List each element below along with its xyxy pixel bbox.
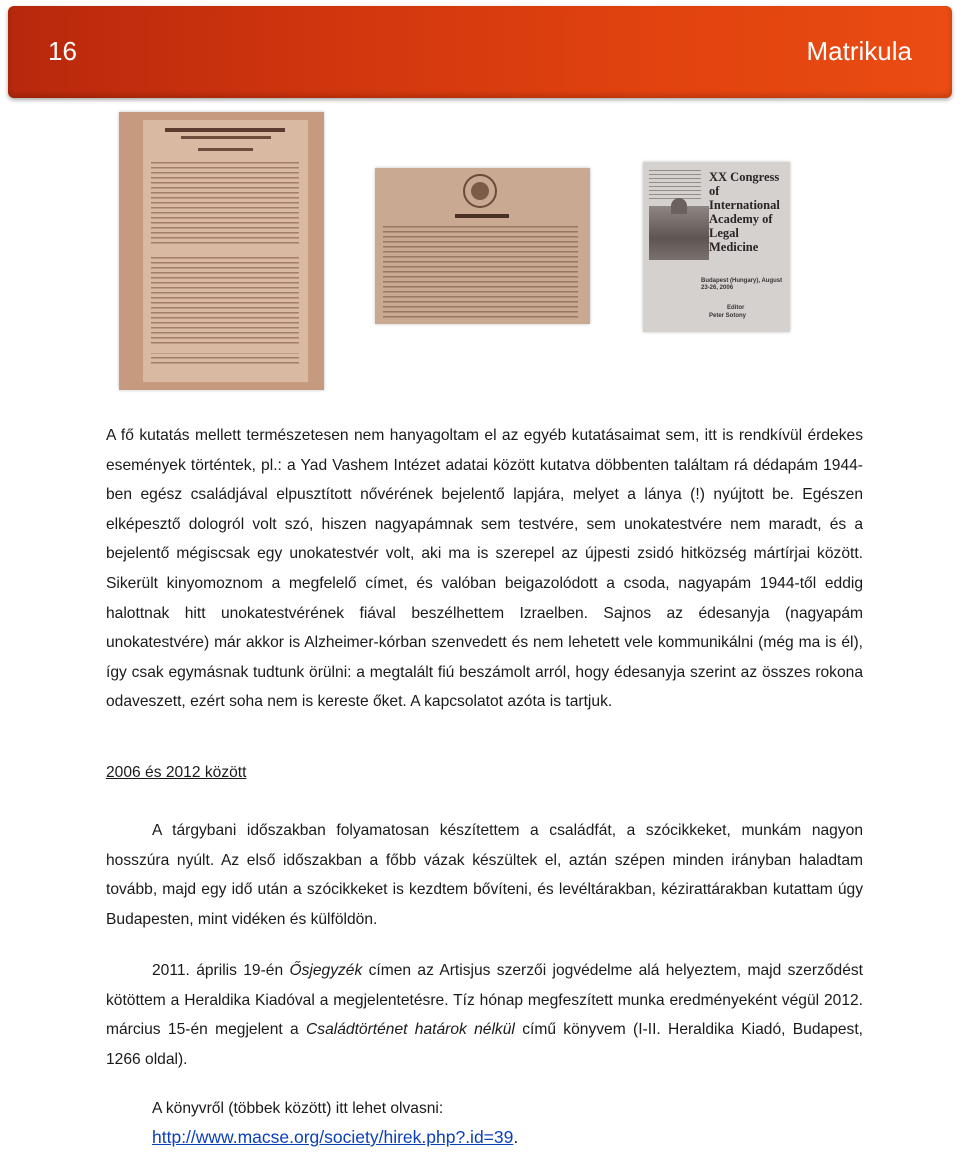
- doc-subheading-line: [198, 148, 253, 151]
- doc-heading-line: [165, 128, 285, 132]
- notice-text-lines: [383, 226, 578, 318]
- notice-title-line: [455, 214, 509, 218]
- paper-sheet: [143, 120, 308, 382]
- cover-title: XX Congress of International Academy of Legal Medicine: [709, 170, 780, 254]
- cover-editor-name: Peter Sotony: [709, 313, 747, 319]
- reference-link-line: [152, 1127, 518, 1148]
- cover-editor: [709, 304, 769, 320]
- cover-date: Budapest (Hungary), August 23-26, 2006: [701, 278, 783, 291]
- p3-text-a: 2011. április 19-én: [152, 962, 290, 979]
- building-image: [649, 206, 709, 260]
- paragraph-read-more: A könyvről (többek között) itt lehet olvasni:: [152, 1100, 444, 1117]
- publication-title: Matrikula: [806, 36, 912, 66]
- page-number: 16: [48, 36, 77, 66]
- cover-editor-label: Editor: [727, 305, 745, 311]
- doc-text-lines: [151, 162, 299, 367]
- paragraph-gap: [151, 345, 299, 353]
- p3-text-c: című könyvem (I-II. Heraldika Kiadó, Budapest, 1266 oldal).: [106, 1021, 864, 1068]
- book-title-osjegyzek: Ősjegyzék: [289, 962, 363, 979]
- paragraph-gap: [151, 245, 299, 255]
- cover-corner-text: [649, 170, 701, 200]
- document-photo-notice: [375, 168, 590, 324]
- link-period: .: [513, 1127, 519, 1147]
- paragraph-research-period: A tárgybani időszakban folyamatosan készítettem a családfát, a szócikkeket, munkám nagyon hosszúra nyúlt. Az első időszakban a főbb vázak készültek el, aztán szépen minden irányban haladtam tovább, majd egy idő után a szócikkeket is kezdtem bővíteni, és levéltárakban, kézirattárakban kutattam úgy Budapesten, mint vidéken és külföldön.: [106, 822, 863, 928]
- seal-center: [471, 182, 489, 200]
- doc-subheading-line: [181, 136, 271, 139]
- document-photo-congress-cover: [643, 162, 790, 332]
- book-title-csaladtortenet: Családtörténet határok nélkül: [306, 1021, 515, 1039]
- macse-link[interactable]: http://www.macse.org/society/hirek.php?.id=39: [152, 1127, 514, 1147]
- page-header: [8, 6, 952, 98]
- paragraph-publication: [106, 956, 863, 1074]
- p3-text-b: címen az Artisjus szerzői jogvédelme alá helyeztem, majd szerződést kötöttem a Heraldika Kiadóval a megjelentetésre. Tíz hónap megfeszített munka eredményeként végül 2012. március 15-én megjelent a: [106, 962, 863, 1039]
- paragraph-yad-vashem: A fő kutatás mellett természetesen nem hanyagoltam el az egyéb kutatásaimat sem, itt is rendkívül érdekes események történtek, pl.: a Yad Vashem Intézet adatai között kutatva döbbenten találtam rá dédapám 1944-ben egész családjával elpusztított nővérének bejelentő lapjára, melyet a lánya (!) nyújtott be. Egészen elképesztő dologról volt szó, hiszen nagyapámnak sem testvére, sem unokatestvére nem maradt, és a bejelentő mégiscsak egy unokatestvér volt, aki ma is szerepel az újpesti zsidó hitközség mártírjai között. Sikerült kinyomoznom a megfelelő címet, és valóban beigazolódott a csoda, nagyapám 1944-től eddig halottnak hitt unokatestvérének fiával beszélhettem Izraelben. Sajnos az édesanyja (nagyapám unokatestvére) már akkor is Alzheimer-kórban szenvedett és nem lehetett vele kommunikálni (még ma is él), így csak egymásnak tudtunk örülni: a megtalált fiú beszámolt arról, hogy édesanyja szerint az összes rokona odaveszett, ezért soha nem is kereste őket. A kapcsolatot azóta is tartjuk.: [106, 427, 863, 711]
- document-photo-painting-article: [119, 112, 324, 390]
- section-heading: 2006 és 2012 között: [106, 764, 247, 781]
